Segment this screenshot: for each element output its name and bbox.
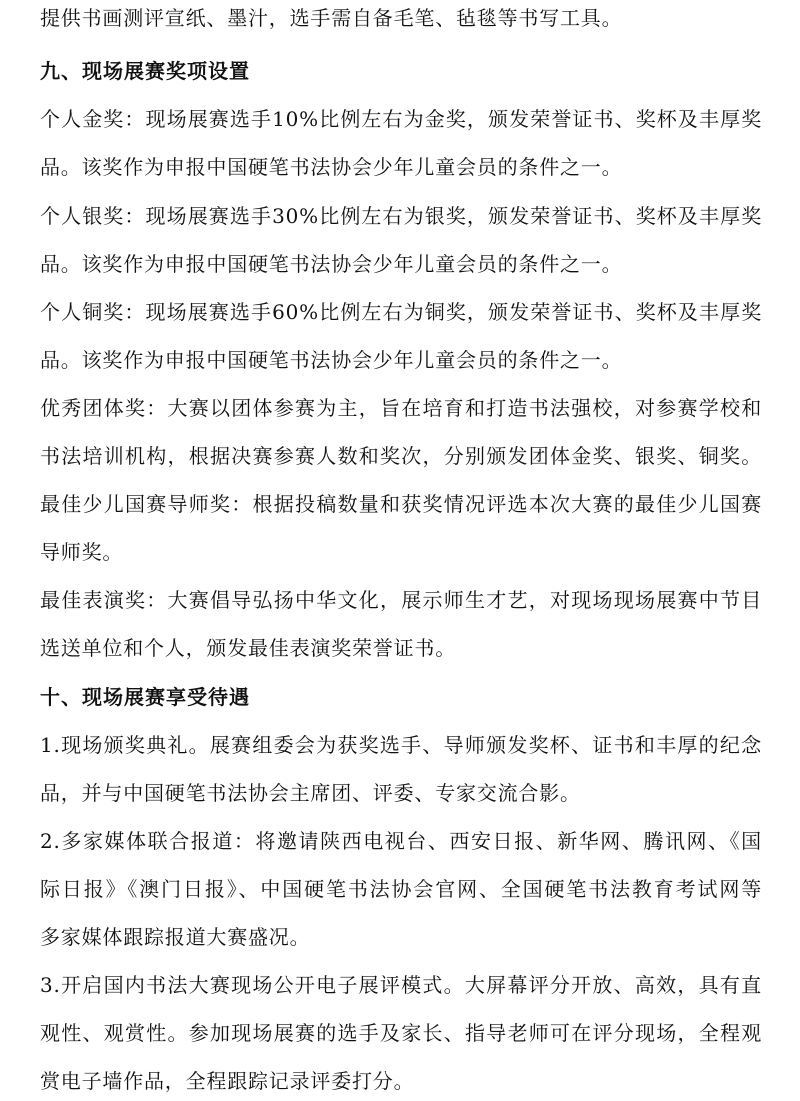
intro-paragraph-line: 提供书画测评宣纸、墨汁，选手需自备毛笔、毡毯等书写工具。 [40, 6, 623, 30]
section-heading-benefits: 十、现场展赛享受待遇 [40, 685, 250, 709]
mentor-award-line-2: 导师奖。 [40, 540, 124, 564]
benefit-3-line-1: 3.开启国内书法大赛现场公开电子展评模式。大屏幕评分开放、高效，具有直 [40, 973, 762, 997]
gold-award-line-1: 个人金奖：现场展赛选手10%比例左右为金奖，颁发荣誉证书、奖杯及丰厚奖 [40, 107, 762, 131]
performance-award-line-1: 最佳表演奖：大赛倡导弘扬中华文化，展示师生才艺，对现场现场展赛中节目 [40, 588, 762, 612]
silver-award-line-1: 个人银奖：现场展赛选手30%比例左右为银奖，颁发荣誉证书、奖杯及丰厚奖 [40, 204, 762, 228]
benefit-2-line-3: 多家媒体跟踪报道大赛盛况。 [40, 925, 311, 949]
team-award-line-2: 书法培训机构，根据决赛参赛人数和奖次，分别颁发团体金奖、银奖、铜奖。 [40, 444, 762, 468]
mentor-award-line-1: 最佳少儿国赛导师奖：根据投稿数量和获奖情况评选本次大赛的最佳少儿国赛 [40, 492, 762, 516]
silver-award-line-2: 品。该奖作为申报中国硬笔书法协会少年儿童会员的条件之一。 [40, 252, 623, 276]
bronze-award-line-1: 个人铜奖：现场展赛选手60%比例左右为铜奖，颁发荣誉证书、奖杯及丰厚奖 [40, 300, 762, 324]
gold-award-line-2: 品。该奖作为申报中国硬笔书法协会少年儿童会员的条件之一。 [40, 155, 623, 179]
benefit-1-line-1: 1.现场颁奖典礼。展赛组委会为获奖选手、导师颁发奖杯、证书和丰厚的纪念 [40, 733, 762, 757]
performance-award-line-2: 选送单位和个人，颁发最佳表演奖荣誉证书。 [40, 636, 456, 660]
benefit-1-line-2: 品，并与中国硬笔书法协会主席团、评委、专家交流合影。 [40, 781, 581, 805]
benefit-2-line-1: 2.多家媒体联合报道：将邀请陕西电视台、西安日报、新华网、腾讯网、《国 [40, 829, 762, 853]
benefit-3-line-3: 赏电子墙作品，全程跟踪记录评委打分。 [40, 1069, 415, 1093]
benefit-3-line-2: 观性、观赏性。参加现场展赛的选手及家长、指导老师可在评分现场，全程观 [40, 1021, 762, 1045]
bronze-award-line-2: 品。该奖作为申报中国硬笔书法协会少年儿童会员的条件之一。 [40, 348, 623, 372]
section-heading-awards: 九、现场展赛奖项设置 [40, 59, 250, 83]
team-award-line-1: 优秀团体奖：大赛以团体参赛为主，旨在培育和打造书法强校，对参赛学校和 [40, 396, 762, 420]
benefit-2-line-2: 际日报》《澳门日报》、中国硬笔书法协会官网、全国硬笔书法教育考试网等 [40, 877, 762, 901]
